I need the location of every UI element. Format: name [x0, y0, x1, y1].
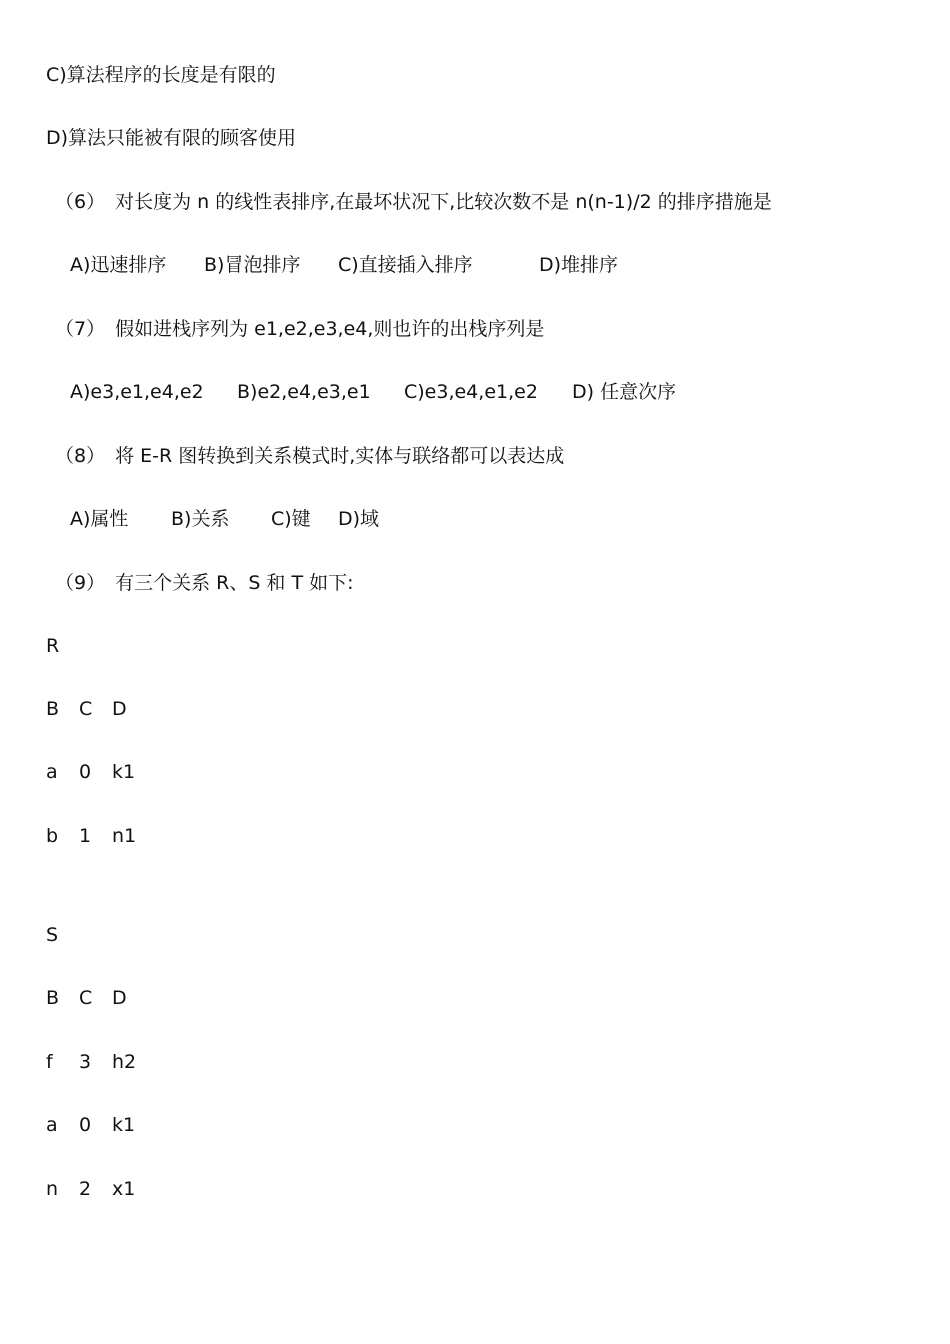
column-header: C: [79, 698, 93, 720]
option-a: A)属性: [70, 508, 129, 530]
option-b: B)冒泡排序: [204, 254, 301, 276]
question-8-options: [70, 507, 379, 531]
relation-r-header: [46, 697, 152, 721]
table-cell: 3: [79, 1051, 92, 1073]
option-a: A)e3,e1,e4,e2: [70, 381, 204, 403]
table-row: [46, 1050, 152, 1074]
question-number: （6）: [55, 191, 106, 213]
table-cell: 2: [79, 1178, 92, 1200]
option-d: D)堆排序: [539, 254, 619, 276]
column-header: D: [112, 987, 127, 1009]
option-b: B)关系: [171, 508, 230, 530]
question-8: [55, 444, 564, 468]
option-a: A)迅速排序: [70, 254, 167, 276]
table-cell: n1: [112, 825, 137, 847]
option-c: C)键: [271, 508, 311, 530]
column-header: C: [79, 987, 93, 1009]
table-row: [46, 760, 152, 784]
table-cell: h2: [112, 1051, 137, 1073]
option-d: D) 任意次序: [572, 381, 677, 403]
question-number: （7）: [55, 318, 106, 340]
question-number: （9）: [55, 572, 106, 594]
question-7: [55, 317, 544, 341]
question-7-options: [70, 380, 676, 404]
question-text: 将 E-R 图转换到关系模式时,实体与联络都可以表达成: [115, 445, 565, 467]
table-cell: k1: [112, 1114, 136, 1136]
option-c: C)e3,e4,e1,e2: [404, 381, 538, 403]
relation-r-name: R: [46, 635, 60, 657]
option-b: B)e2,e4,e3,e1: [237, 381, 371, 403]
table-cell: a: [46, 761, 58, 783]
option-c: C)直接插入排序: [338, 254, 473, 276]
table-cell: x1: [112, 1178, 136, 1200]
question-number: （8）: [55, 445, 106, 467]
relation-s-header: [46, 986, 152, 1010]
table-cell: k1: [112, 761, 136, 783]
table-cell: n: [46, 1178, 59, 1200]
table-row: [46, 1177, 152, 1201]
option-line-c: C)算法程序的长度是有限的: [46, 64, 276, 86]
question-9: [55, 571, 354, 595]
table-cell: f: [46, 1051, 53, 1073]
table-cell: 1: [79, 825, 92, 847]
table-cell: 0: [79, 1114, 92, 1136]
column-header: B: [46, 698, 60, 720]
table-cell: a: [46, 1114, 58, 1136]
table-cell: b: [46, 825, 59, 847]
relation-s-name: S: [46, 924, 59, 946]
table-row: [46, 824, 152, 848]
column-header: D: [112, 698, 127, 720]
option-d: D)域: [338, 508, 380, 530]
table-row: [46, 1113, 152, 1137]
question-text: 对长度为 n 的线性表排序,在最坏状况下,比较次数不是 n(n-1)/2 的排序措施是: [115, 191, 772, 213]
question-text: 假如进栈序列为 e1,e2,e3,e4,则也许的出栈序列是: [115, 318, 545, 340]
table-cell: 0: [79, 761, 92, 783]
question-6-options: [70, 253, 618, 277]
question-text: 有三个关系 R、S 和 T 如下:: [115, 572, 354, 594]
question-6: [55, 190, 772, 214]
column-header: B: [46, 987, 60, 1009]
option-line-d: D)算法只能被有限的顾客使用: [46, 127, 297, 149]
